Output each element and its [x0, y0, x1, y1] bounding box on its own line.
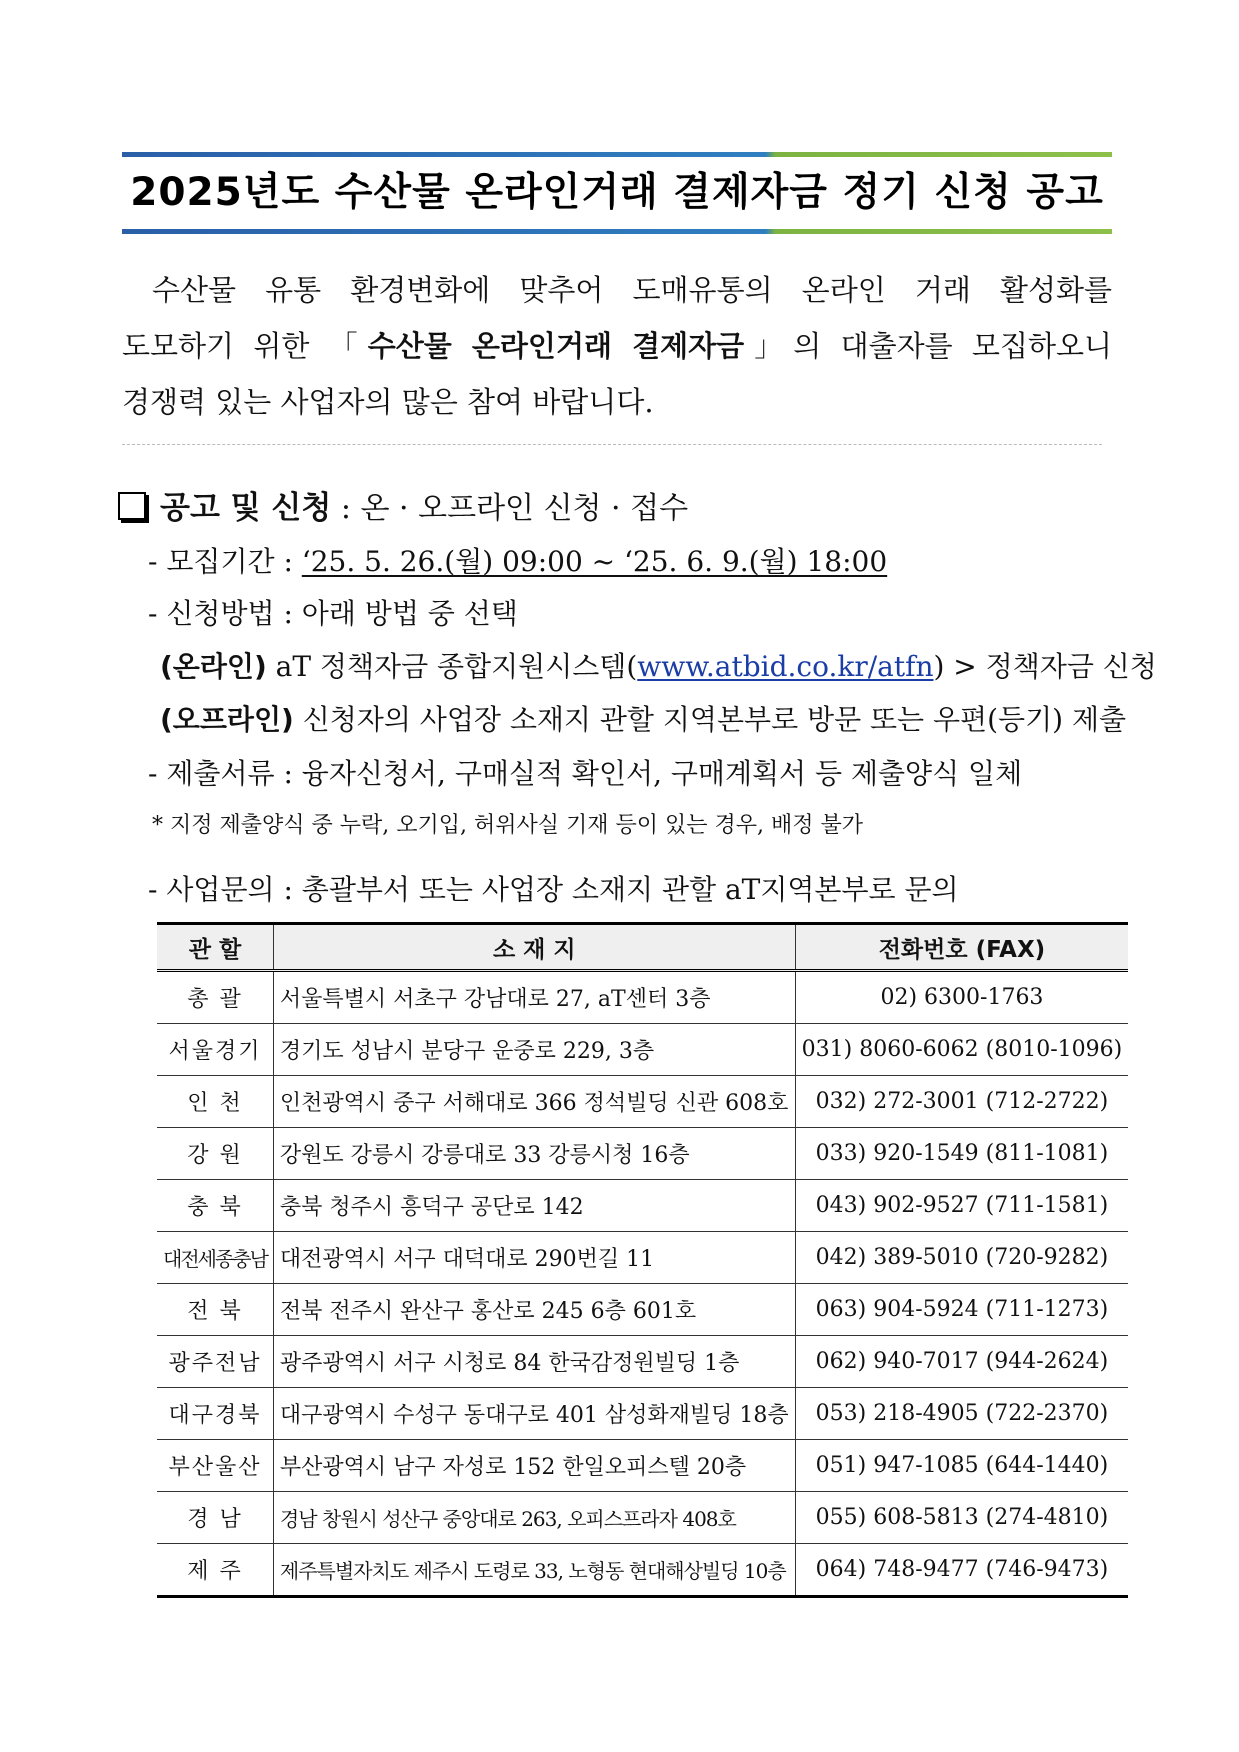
intro-line-3: 경쟁력 있는 사업자의 많은 참여 바랍니다.	[122, 385, 654, 419]
region-cell: 경 남	[157, 1492, 273, 1544]
table-row	[157, 971, 1128, 1024]
table-row	[157, 1336, 1128, 1388]
address-cell: 충북 청주시 흥덕구 공단로 142	[273, 1180, 795, 1232]
intro-paragraph	[122, 262, 1112, 430]
phone-cell: 032) 272-3001 (712-2722)	[795, 1076, 1128, 1128]
intro-line-2	[122, 318, 1112, 374]
region-cell: 제 주	[157, 1544, 273, 1597]
address-cell: 인천광역시 중구 서해대로 366 정석빌딩 신관 608호	[273, 1076, 795, 1128]
apply-method: - 신청방법 : 아래 방법 중 선택	[148, 597, 518, 630]
online-tag: (온라인)	[160, 650, 267, 683]
title-bottom-rule	[122, 229, 1112, 234]
dashed-divider	[122, 444, 1102, 445]
table-row	[157, 1076, 1128, 1128]
phone-cell: 02) 6300-1763	[795, 971, 1128, 1024]
table-row	[157, 1128, 1128, 1180]
region-cell: 광주전남	[157, 1336, 273, 1388]
region-cell: 충 북	[157, 1180, 273, 1232]
section-heading-sub: : 온 · 오프라인 신청 · 접수	[340, 491, 689, 526]
region-cell: 부산울산	[157, 1440, 273, 1492]
phone-cell: 051) 947-1085 (644-1440)	[795, 1440, 1128, 1492]
address-cell: 전북 전주시 완산구 홍산로 245 6층 601호	[273, 1284, 795, 1336]
region-cell: 총 괄	[157, 971, 273, 1024]
table-header-row	[157, 924, 1128, 971]
address-cell: 강원도 강릉시 강릉대로 33 강릉시청 16층	[273, 1128, 795, 1180]
region-cell: 대구경북	[157, 1388, 273, 1440]
regional-offices-table	[157, 922, 1128, 1598]
business-inquiry: - 사업문의 : 총괄부서 또는 사업장 소재지 관할 aT지역본부로 문의	[148, 873, 959, 906]
recruit-period	[148, 540, 887, 580]
online-text-pre: aT 정책자금 종합지원시스템(	[266, 650, 638, 683]
required-documents: - 제출서류 : 융자신청서, 구매실적 확인서, 구매계획서 등 제출양식 일체	[148, 757, 1023, 790]
table-row	[157, 1232, 1128, 1284]
online-text-post: ) > 정책자금 신청	[933, 650, 1157, 683]
region-cell: 인 천	[157, 1076, 273, 1128]
recruit-period-label: - 모집기간 :	[148, 545, 302, 578]
address-cell: 부산광역시 남구 자성로 152 한일오피스텔 20층	[273, 1440, 795, 1492]
phone-cell: 053) 218-4905 (722-2370)	[795, 1388, 1128, 1440]
phone-cell: 042) 389-5010 (720-9282)	[795, 1232, 1128, 1284]
section-heading	[118, 482, 688, 527]
offline-tag: (오프라인)	[160, 703, 294, 736]
intro-line-2-pre: 도모하기 위한 「	[122, 329, 368, 363]
address-cell: 대전광역시 서구 대덕대로 290번길 11	[273, 1232, 795, 1284]
table-row	[157, 1388, 1128, 1440]
phone-cell: 064) 748-9477 (746-9473)	[795, 1544, 1128, 1597]
section-heading-title: 공고 및 신청	[160, 490, 332, 526]
table-row	[157, 1440, 1128, 1492]
address-cell: 경남 창원시 성산구 중앙대로 263, 오피스프라자 408호	[273, 1492, 795, 1544]
document-title: 2025년도 수산물 온라인거래 결제자금 정기 신청 공고	[130, 170, 1104, 215]
recruit-period-value: ‘25. 5. 26.(월) 09:00 ~ ‘25. 6. 9.(월) 18:00	[301, 545, 888, 578]
table-row	[157, 1492, 1128, 1544]
region-cell: 대전세종충남	[157, 1232, 273, 1284]
apply-online	[160, 645, 1157, 685]
intro-line-2-post: 」의 대출자를 모집하오니	[744, 329, 1112, 363]
phone-cell: 031) 8060-6062 (8010-1096)	[795, 1024, 1128, 1076]
table-row	[157, 1024, 1128, 1076]
header-phone: 전화번호 (FAX)	[795, 924, 1128, 971]
phone-cell: 043) 902-9527 (711-1581)	[795, 1180, 1128, 1232]
address-cell: 제주특별자치도 제주시 도령로 33, 노형동 현대해상빌딩 10층	[273, 1544, 795, 1597]
phone-cell: 063) 904-5924 (711-1273)	[795, 1284, 1128, 1336]
header-region: 관 할	[157, 924, 273, 971]
apply-offline	[160, 698, 1126, 738]
program-name: 수산물 온라인거래 결제자금	[367, 329, 745, 363]
offline-text: 신청자의 사업장 소재지 관할 지역본부로 방문 또는 우편(등기) 제출	[293, 703, 1127, 736]
address-cell: 서울특별시 서초구 강남대로 27, aT센터 3층	[273, 971, 795, 1024]
table-body	[157, 971, 1128, 1597]
title-block	[122, 152, 1112, 234]
header-address: 소 재 지	[273, 924, 795, 971]
region-cell: 서울경기	[157, 1024, 273, 1076]
table-row	[157, 1284, 1128, 1336]
region-cell: 전 북	[157, 1284, 273, 1336]
phone-cell: 055) 608-5813 (274-4810)	[795, 1492, 1128, 1544]
phone-cell: 062) 940-7017 (944-2624)	[795, 1336, 1128, 1388]
documents-note: * 지정 제출양식 중 누락, 오기입, 허위사실 기재 등이 있는 경우, 배정 불가	[152, 813, 863, 838]
intro-line-1: 수산물 유통 환경변화에 맞추어 도매유통의 온라인 거래 활성화를	[152, 273, 1112, 307]
atfn-link[interactable]: www.atbid.co.kr/atfn	[637, 650, 934, 683]
region-cell: 강 원	[157, 1128, 273, 1180]
checkbox-bullet-icon	[118, 492, 146, 520]
address-cell: 경기도 성남시 분당구 운중로 229, 3층	[273, 1024, 795, 1076]
address-cell: 대구광역시 수성구 동대구로 401 삼성화재빌딩 18층	[273, 1388, 795, 1440]
address-cell: 광주광역시 서구 시청로 84 한국감정원빌딩 1층	[273, 1336, 795, 1388]
phone-cell: 033) 920-1549 (811-1081)	[795, 1128, 1128, 1180]
table-row	[157, 1180, 1128, 1232]
table-row	[157, 1544, 1128, 1597]
